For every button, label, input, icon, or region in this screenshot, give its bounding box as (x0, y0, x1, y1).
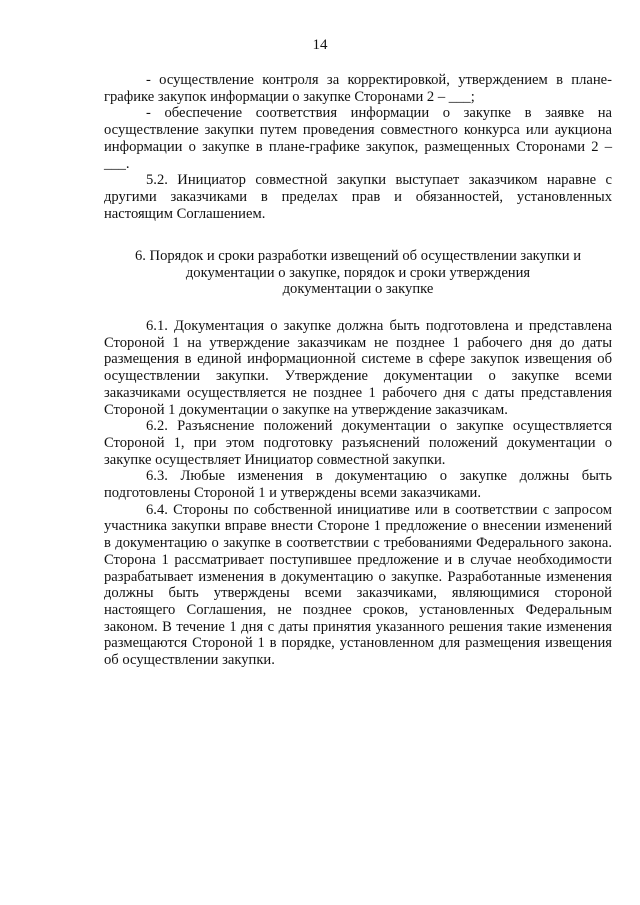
section-6-heading (104, 248, 612, 298)
section-6-heading-line-1: 6. Порядок и сроки разработки извещений об осуществлении закупки и (134, 248, 582, 264)
paragraph-ensure-conformity: - обеспечение соответствия информации о закупке в заявке на осуществление закупки путем проведения совместного конкурса или аукциона информации о закупке в плане-графике закупок, размещенных Сторонами 2 – ___. (104, 105, 612, 172)
paragraph-5-2: 5.2. Инициатор совместной закупки выступает заказчиком наравне с другими заказчиками в пределах прав и обязанностей, установленных настоящим Соглашением. (104, 172, 612, 222)
top-text-block (104, 72, 612, 222)
paragraph-6-1: 6.1. Документация о закупке должна быть подготовлена и представлена Стороной 1 на утверждение заказчикам не позднее 1 рабочего дня до даты размещения в единой информационной системе в сфере закупок извещения об осуществлении закупки. Утверждение документации о закупке всеми заказчиками осуществляется не позднее 1 рабочего дня с даты представления Стороной 1 документации о закупке на утверждение заказчикам. (104, 318, 612, 418)
paragraph-6-3: 6.3. Любые изменения в документацию о закупке должны быть подготовлены Стороной 1 и утверждены всеми заказчиками. (104, 468, 612, 502)
section-6-text-block (104, 318, 612, 669)
section-6-heading-line-3: документации о закупке (282, 281, 434, 298)
paragraph-6-4: 6.4. Стороны по собственной инициативе или в соответствии с запросом участника закупки вправе внести Стороне 1 предложение о внесении изменений в документацию о закупке в соответствии с требованиями Федерального закона. Сторона 1 рассматривает поступившее предложение и в случае необходимости разрабатывает изменения в документацию о закупке. Разработанные изменения должны быть утверждены всеми заказчиками, являющимися стороной настоящего Соглашения, не позднее сроков, установленных Федеральным законом. В течение 1 дня с даты принятия указанного решения такие изменения размещаются Стороной 1 в порядке, установленном для размещения извещения об осуществлении закупки. (104, 501, 612, 669)
page-number: 14 (312, 37, 328, 53)
paragraph-control-correction: - осуществление контроля за корректировкой, утверждением в плане-графике закупок информации о закупке Сторонами 2 – ___; (104, 72, 612, 105)
paragraph-6-2: 6.2. Разъяснение положений документации о закупке осуществляется Стороной 1, при этом подготовку разъяснений положений документации о закупке осуществляет Инициатор совместной закупки. (104, 418, 612, 468)
section-6-heading-line-2: документации о закупке, порядок и сроки утверждения (185, 264, 531, 281)
